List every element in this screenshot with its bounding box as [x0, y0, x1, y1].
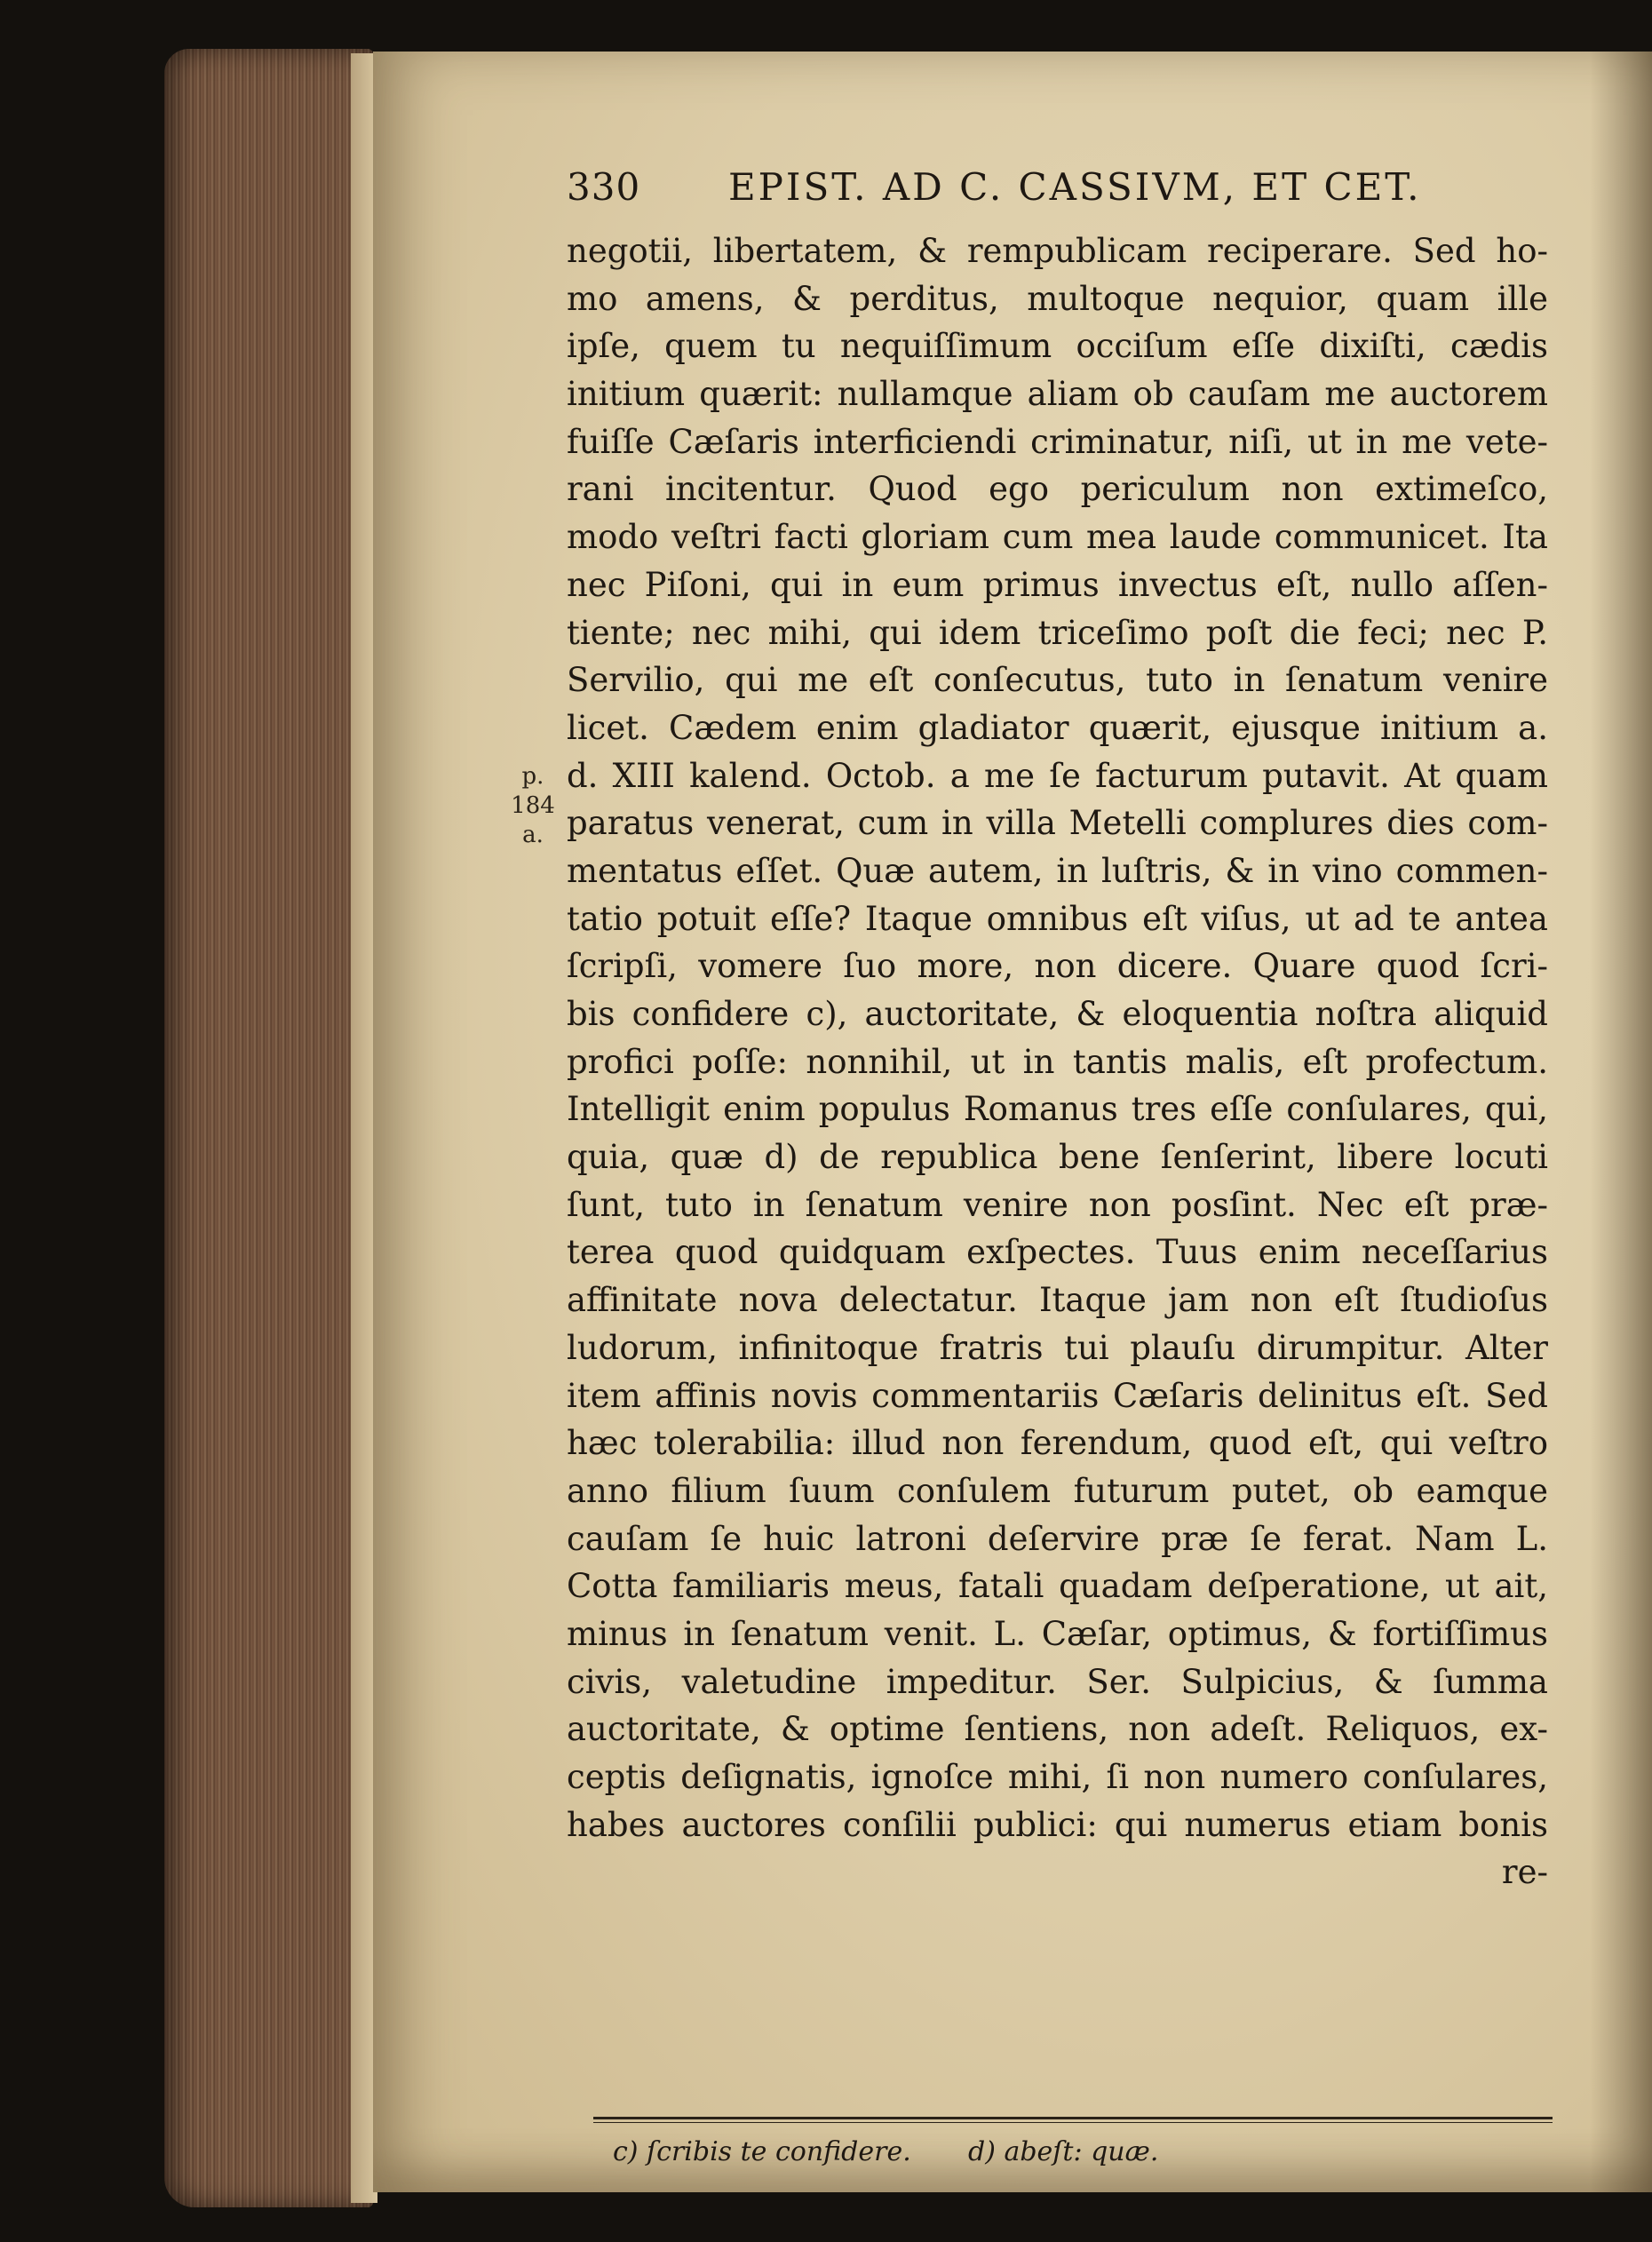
text-line: ceptis deſignatis, ignoſce mihi, ſi non numero conſulares, — [567, 1758, 1548, 1796]
text-block — [567, 165, 1641, 1896]
margin-note: p. — [521, 763, 544, 790]
printed-page — [373, 52, 1652, 2192]
margin-reference — [506, 762, 560, 850]
book-page-edges — [164, 49, 373, 2207]
text-line: fuiſſe Cæſaris interficiendi criminatur, niſi, ut in me vete- — [567, 422, 1548, 461]
text-line: re- — [1501, 1853, 1548, 1892]
body-text — [567, 227, 1641, 1896]
text-line: mentatus eſſet. Quæ autem, in luſtris, & in vino commen- — [567, 851, 1548, 890]
text-line: bis confidere c), auctoritate, & eloquentia noſtra aliquid — [567, 995, 1548, 1033]
text-line: habes auctores conſilii publici: qui numerus etiam bonis — [567, 1805, 1548, 1844]
text-line: affinitate nova delectatur. Itaque jam non eſt ſtudioſus — [567, 1281, 1548, 1320]
text-line: nec Piſoni, qui in eum primus invectus eſt, nullo aſſen- — [567, 565, 1548, 604]
text-line: minus in ſenatum venit. L. Cæſar, optimus, & fortiſſimus — [567, 1614, 1548, 1653]
text-line: modo veſtri facti gloriam cum mea laude communicet. Ita — [567, 518, 1548, 557]
text-line: ſunt, tuto in ſenatum venire non posſint. Nec eſt præ- — [567, 1185, 1548, 1224]
text-line: hæc tolerabilia: illud non ferendum, quod eſt, qui veſtro — [567, 1424, 1548, 1463]
text-line: auctoritate, & optime ſentiens, non adeſt. Reliquos, ex- — [567, 1710, 1548, 1749]
text-line: cauſam ſe huic latroni deſervire præ ſe ferat. Nam L. — [567, 1519, 1548, 1558]
text-line: civis, valetudine impeditur. Ser. Sulpicius, & ſumma — [567, 1662, 1548, 1701]
text-line: anno filium ſuum conſulem futurum putet, ob eamque — [567, 1471, 1548, 1510]
text-line: tatio potuit eſſe? Itaque omnibus eſt viſus, ut ad te antea — [567, 899, 1548, 938]
text-line: d. XIII kalend. Octob. a me ſe facturum putavit. At quam — [567, 756, 1548, 795]
margin-note: a. — [522, 822, 544, 848]
text-line: Intelligit enim populus Romanus tres eſſe conſulares, qui, — [567, 1090, 1548, 1129]
text-line: ipſe, quem tu nequiſſimum occiſum eſſe dixiſti, cædis — [567, 327, 1548, 366]
footnote-d: d) abeſt: quæ. — [968, 2136, 1159, 2167]
text-line: ſcripſi, vomere ſuo more, non dicere. Quare quod ſcri- — [567, 947, 1548, 986]
text-line: Cotta familiaris meus, fatali quadam deſperatione, ut ait, — [567, 1567, 1548, 1606]
text-line: mo amens, & perditus, multoque nequior, quam ille — [567, 279, 1548, 318]
running-head — [567, 165, 1641, 227]
text-line: rani incitentur. Quod ego periculum non extimeſco, — [567, 470, 1548, 509]
text-line: licet. Cædem enim gladiator quærit, ejusque initium a. — [567, 708, 1548, 747]
text-line: paratus venerat, cum in villa Metelli complures dies com- — [567, 804, 1548, 843]
text-line: terea quod quidquam exſpectes. Tuus enim neceſſarius — [567, 1233, 1548, 1272]
page-number: 330 — [567, 165, 641, 209]
text-line: initium quærit: nullamque aliam ob cauſam me auctorem — [567, 375, 1548, 414]
running-head-title: EPIST. AD C. CASSIVM, ET CET. — [728, 165, 1422, 209]
text-line: item affinis novis commentariis Cæſaris delinitus eſt. Sed — [567, 1376, 1548, 1415]
footnote-c: c) ſcribis te confidere. — [613, 2136, 911, 2167]
text-line: ludorum, infinitoque fratris tui plauſu dirumpitur. Alter — [567, 1328, 1548, 1367]
text-line: Servilio, qui me eſt conſecutus, tuto in ſenatum venire — [567, 661, 1548, 700]
text-line: quia, quæ d) de republica bene ſenſerint, libere locuti — [567, 1138, 1548, 1177]
footnote-rule — [593, 2117, 1553, 2123]
text-line: negotii, libertatem, & rempublicam reciperare. Sed ho- — [567, 232, 1548, 270]
margin-note: 184 — [511, 792, 555, 819]
text-line: tiente; nec mihi, qui idem triceſimo poſt die feci; nec P. — [567, 613, 1548, 652]
text-line: profici poſſe: nonnihil, ut in tantis malis, eſt profectum. — [567, 1042, 1548, 1081]
